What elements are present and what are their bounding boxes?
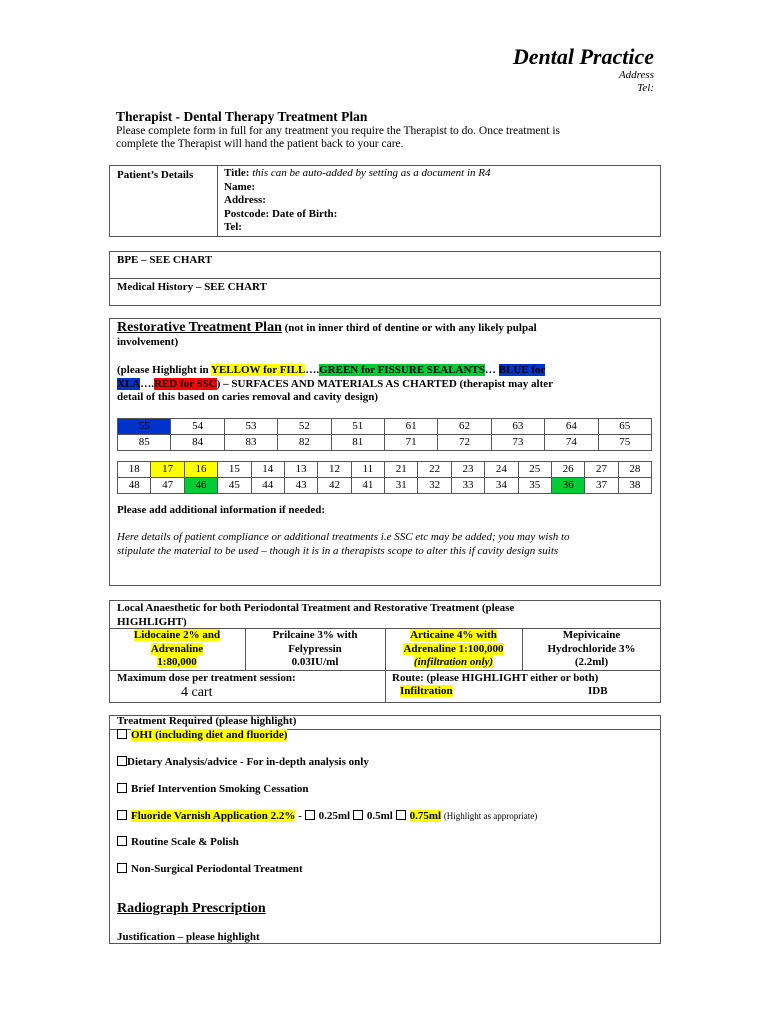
tooth-33[interactable]: 33: [451, 478, 484, 494]
tooth-17[interactable]: 17: [151, 462, 184, 478]
tooth-27[interactable]: 27: [585, 462, 618, 478]
permanent-teeth-chart: [117, 461, 652, 494]
restorative-note-a: (not in inner third of dentine or with any likely pulpal: [284, 322, 537, 334]
tooth-52[interactable]: 52: [278, 419, 331, 435]
tooth-64[interactable]: 64: [545, 419, 598, 435]
tooth-42[interactable]: 42: [318, 478, 351, 494]
blue-xla-legend-a: BLUE for: [498, 364, 546, 376]
blue-xla-legend-b: XLA: [117, 377, 141, 390]
dose-note: (Highlight as appropriate): [443, 811, 538, 821]
primary-upper-row: [118, 419, 652, 435]
articaine-option[interactable]: Articaine 4% with Adrenaline 1:100,000 (infiltration only): [403, 629, 504, 668]
route-infiltration[interactable]: Infiltration: [400, 685, 453, 697]
practice-name: Dental Practice: [512, 44, 654, 69]
tooth-62[interactable]: 62: [438, 419, 491, 435]
address-label[interactable]: Address:: [224, 194, 266, 206]
permanent-lower-row: [118, 478, 652, 494]
tooth-74[interactable]: 74: [545, 435, 598, 451]
ohi-checkbox[interactable]: [117, 729, 127, 739]
practice-address: Address: [618, 69, 654, 81]
tooth-65[interactable]: 65: [598, 419, 651, 435]
scale-polish-checkbox[interactable]: [117, 836, 127, 846]
tooth-71[interactable]: 71: [384, 435, 437, 451]
red-ssc-legend: RED for SSC: [153, 377, 217, 390]
tooth-11[interactable]: 11: [351, 462, 384, 478]
title-note: this can be auto-added by setting as a document in R4: [252, 167, 491, 179]
tooth-48[interactable]: 48: [118, 478, 151, 494]
smoking-item[interactable]: Brief Intervention Smoking Cessation: [117, 783, 309, 795]
highlight-instructions: (please Highlight in YELLOW for FILL….GREEN for FISSURE SEALANTS… BLUE for XLA….RED for SSC) – SURFACES AND MATERIALS AS CHARTED (therapist may alter detail of this based on caries removal and cavity design): [117, 364, 553, 403]
tooth-24[interactable]: 24: [485, 462, 518, 478]
restorative-title: Restorative Treatment Plan: [117, 320, 282, 335]
fluoride-checkbox[interactable]: [117, 810, 127, 820]
tooth-26[interactable]: 26: [551, 462, 584, 478]
tooth-54[interactable]: 54: [171, 419, 224, 435]
name-label[interactable]: Name:: [224, 180, 256, 193]
tooth-41[interactable]: 41: [351, 478, 384, 494]
tooth-16[interactable]: 16: [184, 462, 217, 478]
route-label: Route: (please HIGHLIGHT either or both): [392, 672, 599, 684]
patient-details-label: Patient’s Details: [117, 169, 194, 181]
tooth-34[interactable]: 34: [485, 478, 518, 494]
tooth-45[interactable]: 45: [218, 478, 251, 494]
tooth-47[interactable]: 47: [151, 478, 184, 494]
tooth-14[interactable]: 14: [251, 462, 284, 478]
form-title: Therapist - Dental Therapy Treatment Plan: [116, 109, 368, 124]
lidocaine-option[interactable]: Lidocaine 2% and Adrenaline 1:80,000: [133, 629, 221, 668]
tooth-25[interactable]: 25: [518, 462, 551, 478]
nonsurgical-item[interactable]: Non-Surgical Periodontal Treatment: [117, 863, 303, 875]
tooth-38[interactable]: 38: [618, 478, 651, 494]
tooth-46[interactable]: 46: [184, 478, 217, 494]
tooth-73[interactable]: 73: [491, 435, 544, 451]
tooth-63[interactable]: 63: [491, 419, 544, 435]
tooth-61[interactable]: 61: [384, 419, 437, 435]
practice-tel: Tel:: [637, 82, 654, 94]
primary-lower-row: [118, 435, 652, 451]
max-dose-value[interactable]: 4 cart: [181, 685, 213, 700]
tooth-83[interactable]: 83: [224, 435, 277, 451]
tooth-72[interactable]: 72: [438, 435, 491, 451]
postcode-dob-label[interactable]: Postcode: Date of Birth:: [224, 207, 338, 220]
treatment-heading: Treatment Required (please highlight): [117, 715, 297, 727]
tooth-15[interactable]: 15: [218, 462, 251, 478]
tooth-37[interactable]: 37: [585, 478, 618, 494]
title-label: Title:: [224, 167, 250, 179]
form-intro-line2: complete the Therapist will hand the patient back to your care.: [116, 138, 404, 150]
dose-075-checkbox[interactable]: [396, 810, 406, 820]
additional-info-text[interactable]: Here details of patient compliance or additional treatments i.e SSC etc may be added; you may wish to stipulate the material to be used – though it is in a therapists scope to alter this if cavity design suits: [117, 531, 570, 557]
tooth-82[interactable]: 82: [278, 435, 331, 451]
tel-label[interactable]: Tel:: [224, 221, 242, 233]
nonsurgical-checkbox[interactable]: [117, 863, 127, 873]
smoking-checkbox[interactable]: [117, 783, 127, 793]
yellow-fill-legend: YELLOW for FILL: [211, 364, 306, 376]
ohi-item[interactable]: OHI (including diet and fluoride): [117, 729, 287, 741]
tooth-55[interactable]: 55: [118, 419, 171, 435]
tooth-32[interactable]: 32: [418, 478, 451, 494]
permanent-upper-row: [118, 462, 652, 478]
restorative-note-b: involvement): [117, 336, 179, 348]
tooth-44[interactable]: 44: [251, 478, 284, 494]
dietary-item[interactable]: Dietary Analysis/advice - For in-depth analysis only: [117, 756, 369, 768]
tooth-75[interactable]: 75: [598, 435, 651, 451]
tooth-31[interactable]: 31: [385, 478, 418, 494]
tooth-21[interactable]: 21: [385, 462, 418, 478]
primary-teeth-chart: [117, 418, 652, 451]
tooth-35[interactable]: 35: [518, 478, 551, 494]
tooth-43[interactable]: 43: [284, 478, 317, 494]
tooth-23[interactable]: 23: [451, 462, 484, 478]
restorative-heading: [117, 320, 657, 336]
tooth-81[interactable]: 81: [331, 435, 384, 451]
mepivicaine-option[interactable]: Mepivicaine Hydrochloride 3% (2.2ml): [547, 629, 636, 668]
radiograph-justification: Justification – please highlight: [117, 931, 260, 943]
anaesthetic-heading: Local Anaesthetic for both Periodontal Treatment and Restorative Treatment (please HIGHLIGHT): [117, 602, 515, 628]
radiograph-heading: Radiograph Prescription: [117, 901, 266, 916]
dietary-checkbox[interactable]: [117, 756, 127, 766]
bpe-label: BPE – SEE CHART: [117, 254, 213, 266]
scale-polish-item[interactable]: Routine Scale & Polish: [117, 836, 239, 848]
tooth-51[interactable]: 51: [331, 419, 384, 435]
green-sealant-legend: GREEN for FISSURE SEALANTS: [319, 364, 485, 376]
tooth-22[interactable]: 22: [418, 462, 451, 478]
prilocaine-option[interactable]: Prilcaine 3% with Felypressin 0.03IU/ml: [272, 629, 358, 668]
max-dose-label: Maximum dose per treatment session:: [117, 672, 296, 684]
tooth-13[interactable]: 13: [284, 462, 317, 478]
tooth-36[interactable]: 36: [551, 478, 584, 494]
route-idb[interactable]: IDB: [588, 685, 608, 697]
tooth-18[interactable]: 18: [118, 462, 151, 478]
medical-history-label: Medical History – SEE CHART: [117, 281, 267, 293]
additional-info-label: Please add additional information if needed:: [117, 504, 326, 516]
patient-fields: [224, 167, 491, 235]
tooth-28[interactable]: 28: [618, 462, 651, 478]
form-intro-line1: Please complete form in full for any treatment you require the Therapist to do. Once treatment is: [116, 125, 560, 137]
dose-025-checkbox[interactable]: [305, 810, 315, 820]
dose-05-checkbox[interactable]: [353, 810, 363, 820]
tooth-53[interactable]: 53: [224, 419, 277, 435]
tooth-84[interactable]: 84: [171, 435, 224, 451]
fluoride-item[interactable]: Fluoride Varnish Application 2.2% - 0.25ml 0.5ml 0.75ml (Highlight as appropriate): [117, 810, 537, 822]
tooth-12[interactable]: 12: [318, 462, 351, 478]
tooth-85[interactable]: 85: [118, 435, 171, 451]
